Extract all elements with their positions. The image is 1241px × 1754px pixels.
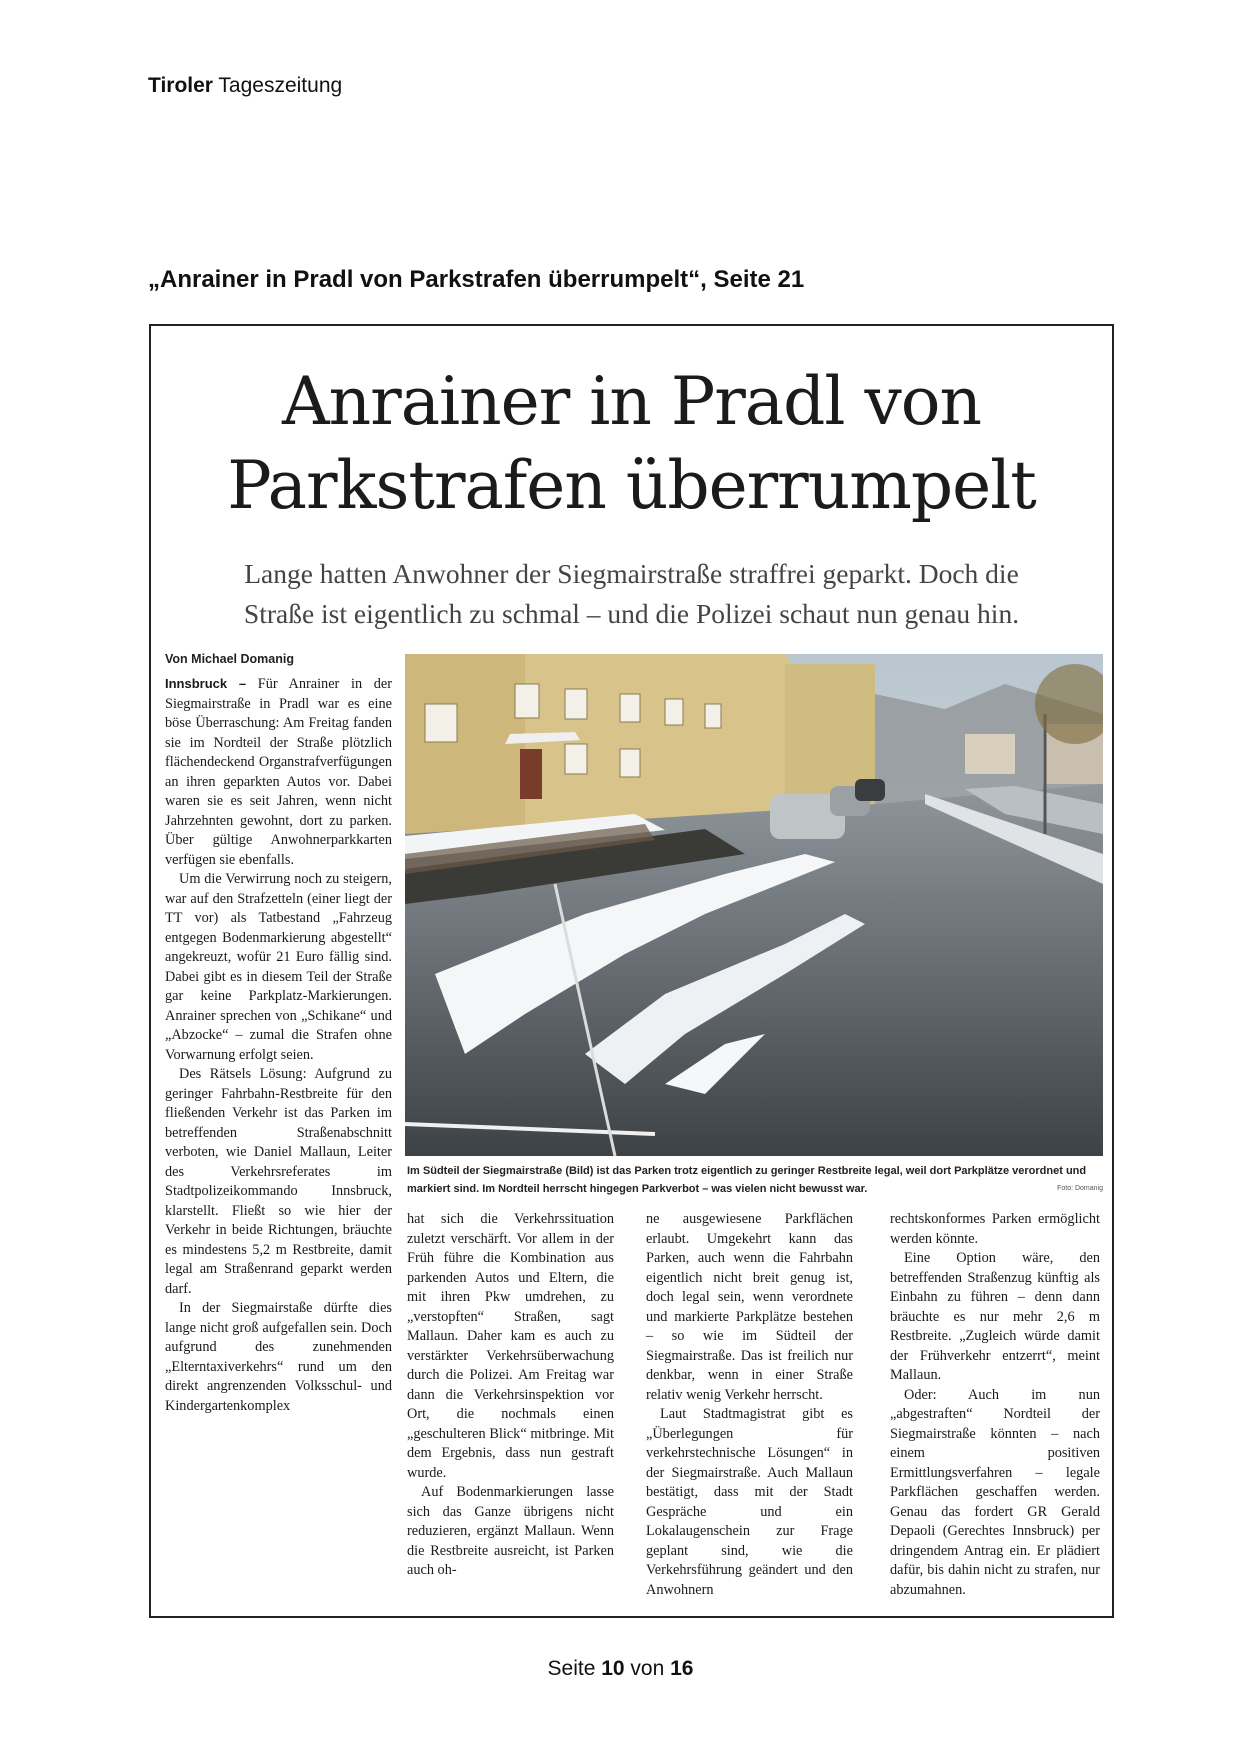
newspaper-brand: [148, 74, 342, 98]
paragraph: Des Rätsels Lösung: Aufgrund zu geringer Fahrbahn-Restbreite für den fließenden Verkehr ist das Parken im betreffenden Straßenabschnitt verboten, wie Daniel Mallaun, Leiter des Verkehrsreferates im Stadtpolizeikommando Innsbruck, klarstellt. Fließt so wie hier der Verkehr in beide Richtungen, bräuchte es mindestens 5,2 m Restbreite, damit legal am Straßenrand geparkt werden darf.: [165, 1066, 392, 1297]
standfirst-line-2: Straße ist eigentlich zu schmal – und die Polizei schaut nun genau hin.: [243, 598, 1020, 629]
article-column-1: [165, 674, 392, 1416]
headline-line-2: Parkstrafen überrumpelt: [227, 447, 1036, 524]
current-page: 10: [601, 1657, 625, 1680]
photo-caption: Im Südteil der Siegmairstraße (Bild) ist das Parken trotz eigentlich zu geringer Restbreite legal, weil dort Parkplätze verordnet und markiert sind. Im Nordteil herrscht hingegen Parkverbot – was vielen nicht bewusst war. Foto: Domanig: [407, 1162, 1103, 1198]
paragraph: Um die Verwirrung noch zu steigern, war auf den Strafzetteln (einer liegt der TT vor) als Tatbestand „Fahrzeug entgegen Bodenmarkierung abgestellt“ angekreuzt, wofür 21 Euro fällig sind. Dabei gibt es in diesem Teil der Straße gar keine Parkplatz-Markierungen. Anrainer sprechen von „Schikane“ und „Abzocke“ – zumal die Strafen ohne Vorwarnung erfolgt seien.: [165, 871, 392, 1063]
paragraph: hat sich die Verkehrssituation zuletzt verschärft. Vor allem in der Früh führe die Kombination aus parkenden Autos und Eltern, die mit ihren Pkw umdrehen, zu „verstopften“ Straßen, sagt Mallaun. Daher kam es auch zu verstärkter Verkehrsüberwachung durch die Polizei. Am Freitag war dann die Verkehrsinspektion vor Ort, die nochmals einen „geschulteren Blick“ mitbringe. Mit dem Ergebnis, dass nun gestraft wurde.: [407, 1211, 614, 1481]
total-pages: 16: [670, 1657, 694, 1680]
article-headline: [151, 360, 1112, 528]
article-clipping: [149, 324, 1114, 1618]
street-photo: [405, 654, 1103, 1156]
paragraph: ne ausgewiesene Parkflächen erlaubt. Umgekehrt kann das Parken, auch wenn die Fahrbahn eigentlich nicht breit genug ist, doch legal sein, wenn verordnete und markierte Parkplätze bestehen – so wie im Südteil der Siegmairstraße. Das ist freilich nur denkbar, wenn in einer Straße relativ wenig Verkehr herrscht.: [646, 1211, 853, 1403]
page-title: „Anrainer in Pradl von Parkstrafen überrumpelt“, Seite 21: [148, 266, 805, 293]
paragraph: Eine Option wäre, den betreffenden Straßenzug künftig als Einbahn zu führen – denn dann bräuchte es nur mehr 2,6 m Restbreite. „Zugleich würde damit der Frühverkehr entzerrt“, meint Mallaun.: [890, 1250, 1100, 1383]
brand-bold: Tiroler: [148, 74, 213, 97]
article-author: Von Michael Domanig: [165, 652, 294, 666]
article-column-4: [890, 1210, 1100, 1600]
paragraph: In der Siegmairstaße dürfte dies lange nicht groß aufgefallen sein. Doch aufgrund des zunehmenden „Elterntaxiverkehrs“ rund um den direkt angrenzenden Volksschul- und Kindergartenkomplex: [165, 1300, 392, 1414]
paragraph: Auf Bodenmarkierungen lasse sich das Ganze übrigens nicht reduzieren, ergänzt Mallaun. Wenn die Restbreite ausreicht, ist Parken auch oh-: [407, 1484, 614, 1578]
headline-line-1: Anrainer in Pradl von: [281, 363, 982, 440]
brand-rest: Tageszeitung: [212, 74, 343, 97]
paragraph: Innsbruck – Für Anrainer in der Siegmairstraße in Pradl war es eine böse Überraschung: Am Freitag fanden sie im Nordteil der Straße plötzlich flächendeckend Organstrafverfügungen an ihren geparkten Autos vor. Dabei waren sie es seit Jahren, wenn nicht Jahrzehnten gewohnt, dort zu parken. Über gültige Anwohnerparkkarten verfügen sie ebenfalls.: [165, 676, 393, 868]
photo-credit: Foto: Domanig: [1057, 1185, 1103, 1192]
article-column-3: [646, 1210, 853, 1600]
article-standfirst: [171, 554, 1092, 634]
dateline: Innsbruck –: [165, 676, 258, 691]
photo-snowy-street: [405, 654, 1103, 1156]
page-number: Seite 10 von 16: [547, 1657, 694, 1680]
paragraph: rechtskonformes Parken ermöglicht werden könnte.: [890, 1211, 1100, 1247]
standfirst-line-1: Lange hatten Anwohner der Siegmairstraße straffrei geparkt. Doch die: [244, 558, 1019, 589]
paragraph: Laut Stadtmagistrat gibt es „Überlegungen für verkehrstechnische Lösungen“ in der Siegmairstraße. Auch Mallaun bestätigt, dass mit der Stadt Gespräche und ein Lokalaugenschein zur Frage geplant sind, wie die Verkehrsführung geändert und den Anwohnern: [646, 1406, 853, 1598]
paragraph: Oder: Auch im nun „abgestraften“ Nordteil der Siegmairstraße könnten – nach einem positiven Ermittlungsverfahren – legale Parkflächen geschaffen werden. Genau das fordert GR Gerald Depaoli (Gerechtes Innsbruck) per dringendem Antrag ein. Er plädiert dafür, bis dahin nicht zu strafen, nur abzumahnen.: [890, 1386, 1100, 1598]
article-column-2: [407, 1210, 614, 1581]
